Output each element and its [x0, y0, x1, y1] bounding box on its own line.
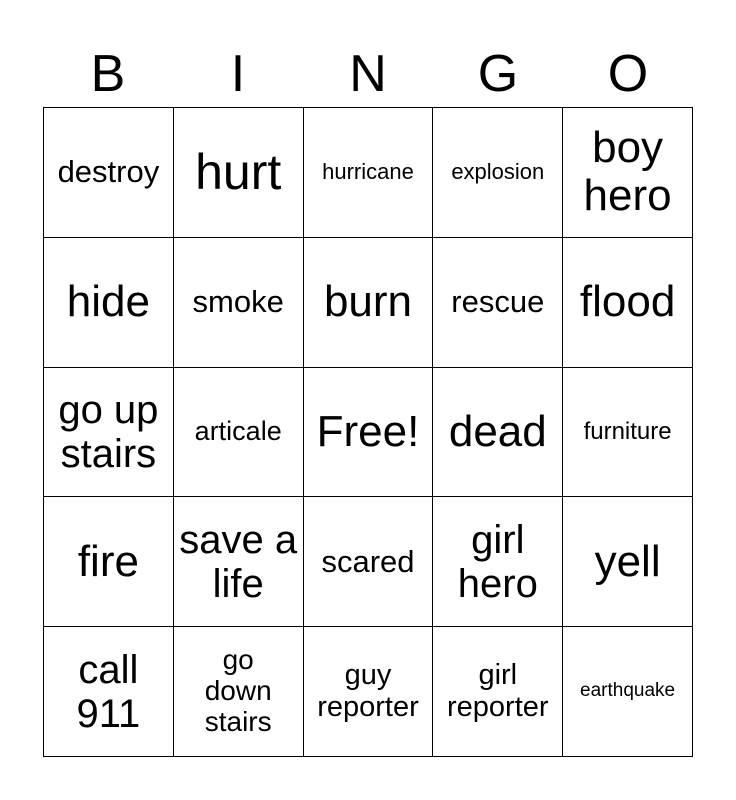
- bingo-cell[interactable]: [433, 108, 563, 238]
- cell-text: rescue: [451, 284, 545, 320]
- cell-text: hide: [66, 277, 150, 326]
- bingo-cell[interactable]: [44, 238, 174, 368]
- bingo-header: [43, 40, 693, 108]
- cell-text: fire: [77, 536, 139, 586]
- cell-text: girl hero: [457, 517, 538, 606]
- cell-text: explosion: [451, 159, 545, 185]
- header-letter-g: G: [477, 45, 519, 103]
- cell-text: flood: [579, 277, 676, 326]
- bingo-cell[interactable]: [174, 368, 304, 498]
- bingo-cell[interactable]: [174, 238, 304, 368]
- header-letter-n: N: [349, 45, 387, 103]
- bingo-cell[interactable]: [304, 108, 434, 238]
- header-letter-b: B: [90, 45, 126, 103]
- bingo-cell[interactable]: [433, 238, 563, 368]
- cell-text: girl reporter: [447, 658, 549, 723]
- bingo-cell[interactable]: [563, 627, 693, 757]
- bingo-cell[interactable]: [44, 627, 174, 757]
- bingo-cell[interactable]: [44, 368, 174, 498]
- header-letter-i: I: [230, 45, 246, 103]
- bingo-cell[interactable]: [563, 497, 693, 627]
- cell-text: go down stairs: [204, 644, 272, 737]
- cell-text: yell: [594, 536, 661, 586]
- bingo-cell[interactable]: [563, 108, 693, 238]
- cell-text: boy hero: [583, 123, 672, 221]
- bingo-cell[interactable]: [174, 497, 304, 627]
- cell-text: Free!: [316, 406, 420, 456]
- bingo-cell[interactable]: [433, 368, 563, 498]
- cell-text: save a life: [179, 517, 298, 606]
- cell-text: guy reporter: [317, 658, 419, 723]
- cell-text: dead: [448, 406, 547, 456]
- cell-text: burn: [323, 277, 413, 326]
- bingo-cell[interactable]: [563, 238, 693, 368]
- bingo-cell[interactable]: [44, 497, 174, 627]
- bingo-cell[interactable]: [563, 368, 693, 498]
- bingo-cell[interactable]: [174, 627, 304, 757]
- cell-text: destroy: [57, 154, 160, 190]
- bingo-cell[interactable]: [44, 108, 174, 238]
- cell-text: hurt: [195, 143, 282, 200]
- cell-text: articale: [194, 416, 282, 447]
- bingo-cell[interactable]: [433, 627, 563, 757]
- cell-text: furniture: [583, 417, 672, 445]
- cell-text: earthquake: [580, 680, 676, 702]
- bingo-cell[interactable]: [174, 108, 304, 238]
- header-letter-o: O: [607, 45, 649, 103]
- cell-text: call 911: [76, 647, 141, 736]
- cell-text: scared: [321, 543, 415, 579]
- bingo-cell[interactable]: [433, 497, 563, 627]
- bingo-cell[interactable]: [304, 627, 434, 757]
- bingo-grid: [43, 107, 693, 757]
- free-space-cell[interactable]: [304, 368, 434, 498]
- cell-text: hurricane: [322, 159, 414, 185]
- bingo-cell[interactable]: [304, 238, 434, 368]
- cell-text: go up stairs: [58, 387, 159, 476]
- bingo-cell[interactable]: [304, 497, 434, 627]
- cell-text: smoke: [192, 284, 284, 320]
